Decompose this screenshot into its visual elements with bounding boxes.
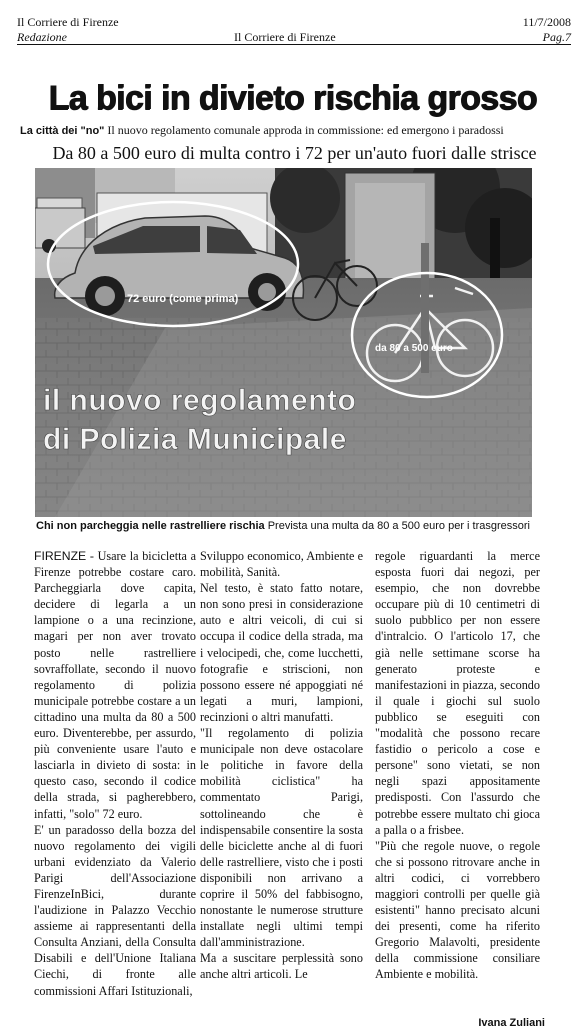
photo-overlay-line1: il nuovo regolamento [43, 384, 357, 417]
kicker-text: Il nuovo regolamento comunale approda in commissione: ed emergono i paradossi [104, 123, 504, 137]
paragraph [34, 548, 196, 822]
photo-label-car: 72 euro (come prima) [127, 293, 239, 305]
clipping-header-top [17, 15, 571, 30]
caption-tag: Chi non parcheggia nelle rastrelliere rischia [36, 520, 265, 532]
paragraph-text: - Usare la bicicletta a Firenze potrebbe costare caro. Parcheggiarla dove capita, decidere di legarla a un lampione o a una recinzione, magari per non aver trovato posto nelle rastrelliere sovraffollate, secondo il nuovo regolamento di polizia municipale potrebbe costare a un cittadino una multa da 80 a 500 euro. Diventerebbe, per assurdo, più conveniente usare l'auto e lasciarla in divieto di sosta: in questo caso, secondo il codice della strada, si pagherebbero, infatti, "solo" 72 euro. [34, 549, 196, 821]
paragraph: regole riguardanti la merce esposta fuori dai negozi, per esempio, che non dovrebbe occupare più di 10 centimetri di suolo pubblico per non essere d'intralcio. O l'articolo 17, che già nelle settimane scorse ha generato proteste e manifestazioni in piazza, secondo il quale i giochi sul suolo pubblico se eseguiti con "modalità che possono recare fastidio o pericolo a cose e persone" sono vietati, se non negli spazi appositamente predisposti. Con l'assurdo che potrebbe essere multato chi gioca a palla o a frisbee. [375, 549, 540, 837]
body-column-1 [34, 548, 196, 999]
paragraph: E' un paradosso della bozza del nuovo regolamento dei vigili urbani evidenziato da Valerio Parigi dell'Associazione FirenzeInBici, durante l'audizione in Palazzo Vecchio assieme ai rappresentanti della Consulta Anziani, della Consulta Disabili e dell'Unione Italiana Ciechi, di fronte alle commissioni Affari Istituzionali, [34, 822, 196, 998]
page-number: Pag.7 [542, 30, 571, 44]
headline: La bici in divieto rischia grosso [48, 79, 537, 117]
caption-text: Prevista una multa da 80 a 500 euro per i trasgressori [264, 520, 531, 532]
header-rule [17, 44, 571, 45]
paragraph: "Il regolamento di polizia municipale non deve ostacolare le politiche in favore della mobilità ciclistica" ha commentato Parigi, sottolineando che è indispensabile consentire la sosta delle biciclette anche al di fuori delle rastrelliere, visto che i posti disponibili non arrivano a coprire il 50% del fabbisogno, nonostante le numerose strutture installate negli ultimi tempi dall'amministrazione. [200, 726, 363, 950]
paragraph: "Più che regole nuove, o regole che si possono ritrovare anche in altri codici, ci vorrebbero maggiori controlli per quelle già esistenti" hanno precisato alcuni dei presenti, come ha riferito Gregorio Malavolti, presidente della commissione consiliare Ambiente e mobilità. [375, 838, 540, 982]
source-name: Il Corriere di Firenze [17, 15, 119, 29]
body-column-3 [375, 548, 540, 983]
body-column-2 [200, 548, 363, 983]
photo-label-bike: da 80 a 500 euro [375, 343, 453, 354]
source-name-center: Il Corriere di Firenze [234, 30, 336, 44]
dateline: FIRENZE [34, 549, 87, 563]
paragraph: Ma a suscitare perplessità sono anche altri articoli. Le [200, 951, 363, 982]
photo-caption [36, 520, 546, 532]
section-name: Redazione [17, 30, 67, 44]
clipping-header-bottom [17, 30, 571, 45]
kicker [20, 123, 504, 138]
kicker-tag: La città dei "no" [20, 125, 105, 137]
author-byline: Ivana Zuliani [478, 1017, 545, 1029]
photo-overlay-line2: di Polizia Municipale [43, 423, 347, 456]
subheadline: Da 80 a 500 euro di multa contro i 72 per un'auto fuori dalle strisce [52, 143, 537, 163]
paragraph: Nel testo, è stato fatto notare, non sono presi in considerazione auto e altri veicoli, di cui si occupa il codice della strada, ma i velocipedi, che, come lucchetti, fotografie e striscioni, non possono essere né appoggiati né legati a muri, lampioni, recinzioni o altri manufatti. [200, 581, 363, 724]
paragraph: Sviluppo economico, Ambiente e mobilità, Sanità. [200, 549, 363, 580]
article-photo [35, 168, 532, 517]
publication-date: 11/7/2008 [522, 15, 571, 29]
